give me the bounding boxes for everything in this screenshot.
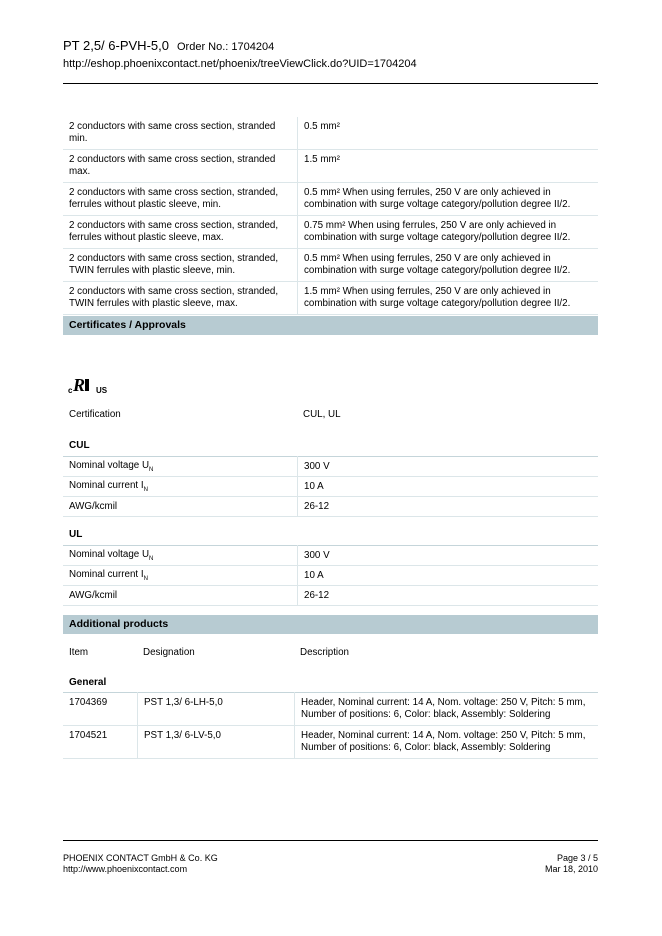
awg-value: 26-12 <box>298 497 599 517</box>
col-description-header: Description <box>300 647 350 658</box>
table-row <box>63 457 598 477</box>
svg-text:US: US <box>96 386 108 395</box>
spec-value: 0.5 mm² When using ferrules, 250 V are only achieved in combination with surge voltage category/pollution degree II/2. <box>298 183 599 216</box>
awg-label: AWG/kcmil <box>63 586 298 606</box>
products-group-title: General <box>69 677 107 688</box>
cul-title: CUL <box>69 440 90 451</box>
product-description: Header, Nominal current: 14 A, Nom. voltage: 250 V, Pitch: 5 mm, Number of positions: 6, Color: black, Assembly: Soldering <box>295 693 599 726</box>
product-url[interactable]: http://eshop.phoenixcontact.net/phoenix/treeViewClick.do?UID=1704204 <box>63 58 417 70</box>
awg-value: 26-12 <box>298 586 599 606</box>
current-label: Nominal current $I_N$ <box>63 566 298 586</box>
ul-table <box>63 545 598 606</box>
table-row[interactable] <box>63 726 598 759</box>
spec-key: 2 conductors with same cross section, stranded, ferrules without plastic sleeve, min. <box>63 183 298 216</box>
product-item[interactable]: 1704521 <box>63 726 138 759</box>
ul-title: UL <box>69 529 83 540</box>
table-row <box>63 117 598 150</box>
svg-text:R: R <box>73 376 86 395</box>
table-row <box>63 477 598 497</box>
spec-value: 0.5 mm² When using ferrules, 250 V are only achieved in combination with surge voltage category/pollution degree II/2. <box>298 249 599 282</box>
certificates-section-header: Certificates / Approvals <box>63 316 598 335</box>
product-item[interactable]: 1704369 <box>63 693 138 726</box>
table-row <box>63 282 598 315</box>
product-designation[interactable]: PST 1,3/ 6-LV-5,0 <box>138 726 295 759</box>
company-website[interactable]: http://www.phoenixcontact.com <box>63 864 188 874</box>
col-designation-header: Designation <box>143 647 195 658</box>
spec-value: 1.5 mm² When using ferrules, 250 V are only achieved in combination with surge voltage category/pollution degree II/2. <box>298 282 599 315</box>
certification-value: CUL, UL <box>303 409 341 420</box>
voltage-value: 300 V <box>298 457 599 477</box>
spec-key: 2 conductors with same cross section, stranded max. <box>63 150 298 183</box>
table-row <box>63 497 598 517</box>
cul-us-logo-icon <box>68 376 118 396</box>
col-item-header: Item <box>69 647 89 658</box>
table-row <box>63 249 598 282</box>
table-row[interactable] <box>63 693 598 726</box>
table-row <box>63 216 598 249</box>
products-table <box>63 692 598 759</box>
company-name: PHOENIX CONTACT GmbH & Co. KG <box>63 853 218 863</box>
spec-table <box>63 117 598 315</box>
current-value: 10 A <box>298 477 599 497</box>
table-row <box>63 183 598 216</box>
voltage-label: Nominal voltage $U_N$ <box>63 457 298 477</box>
table-row <box>63 566 598 586</box>
product-description: Header, Nominal current: 14 A, Nom. voltage: 250 V, Pitch: 5 mm, Number of positions: 6, Color: black, Assembly: Soldering <box>295 726 599 759</box>
spec-key: 2 conductors with same cross section, stranded, TWIN ferrules with plastic sleeve, min. <box>63 249 298 282</box>
spec-value: 1.5 mm² <box>298 150 599 183</box>
svg-text:c: c <box>68 386 73 395</box>
page-number: Page 3 / 5 <box>556 853 598 863</box>
awg-label: AWG/kcmil <box>63 497 298 517</box>
table-row <box>63 586 598 606</box>
spec-value: 0.5 mm² <box>298 117 599 150</box>
spec-value: 0.75 mm² When using ferrules, 250 V are only achieved in combination with surge voltage category/pollution degree II/2. <box>298 216 599 249</box>
voltage-value: 300 V <box>298 546 599 566</box>
voltage-label: Nominal voltage $U_N$ <box>63 546 298 566</box>
product-title: PT 2,5/ 6-PVH-5,0 <box>63 38 169 53</box>
page-header <box>63 38 598 71</box>
print-date: Mar 18, 2010 <box>544 864 598 874</box>
additional-products-section-header: Additional products <box>63 615 598 634</box>
table-row <box>63 546 598 566</box>
footer-divider <box>63 840 598 841</box>
spec-key: 2 conductors with same cross section, stranded, TWIN ferrules with plastic sleeve, max. <box>63 282 298 315</box>
spec-key: 2 conductors with same cross section, stranded min. <box>63 117 298 150</box>
title-line <box>63 38 598 55</box>
certification-label: Certification <box>69 409 121 420</box>
header-divider <box>63 83 598 84</box>
footer-right <box>545 853 598 875</box>
footer-left <box>63 853 218 875</box>
order-number: Order No.: 1704204 <box>176 41 275 53</box>
cul-table <box>63 456 598 517</box>
current-label: Nominal current $I_N$ <box>63 477 298 497</box>
table-row <box>63 150 598 183</box>
spec-key: 2 conductors with same cross section, stranded, ferrules without plastic sleeve, max. <box>63 216 298 249</box>
product-designation[interactable]: PST 1,3/ 6-LH-5,0 <box>138 693 295 726</box>
current-value: 10 A <box>298 566 599 586</box>
